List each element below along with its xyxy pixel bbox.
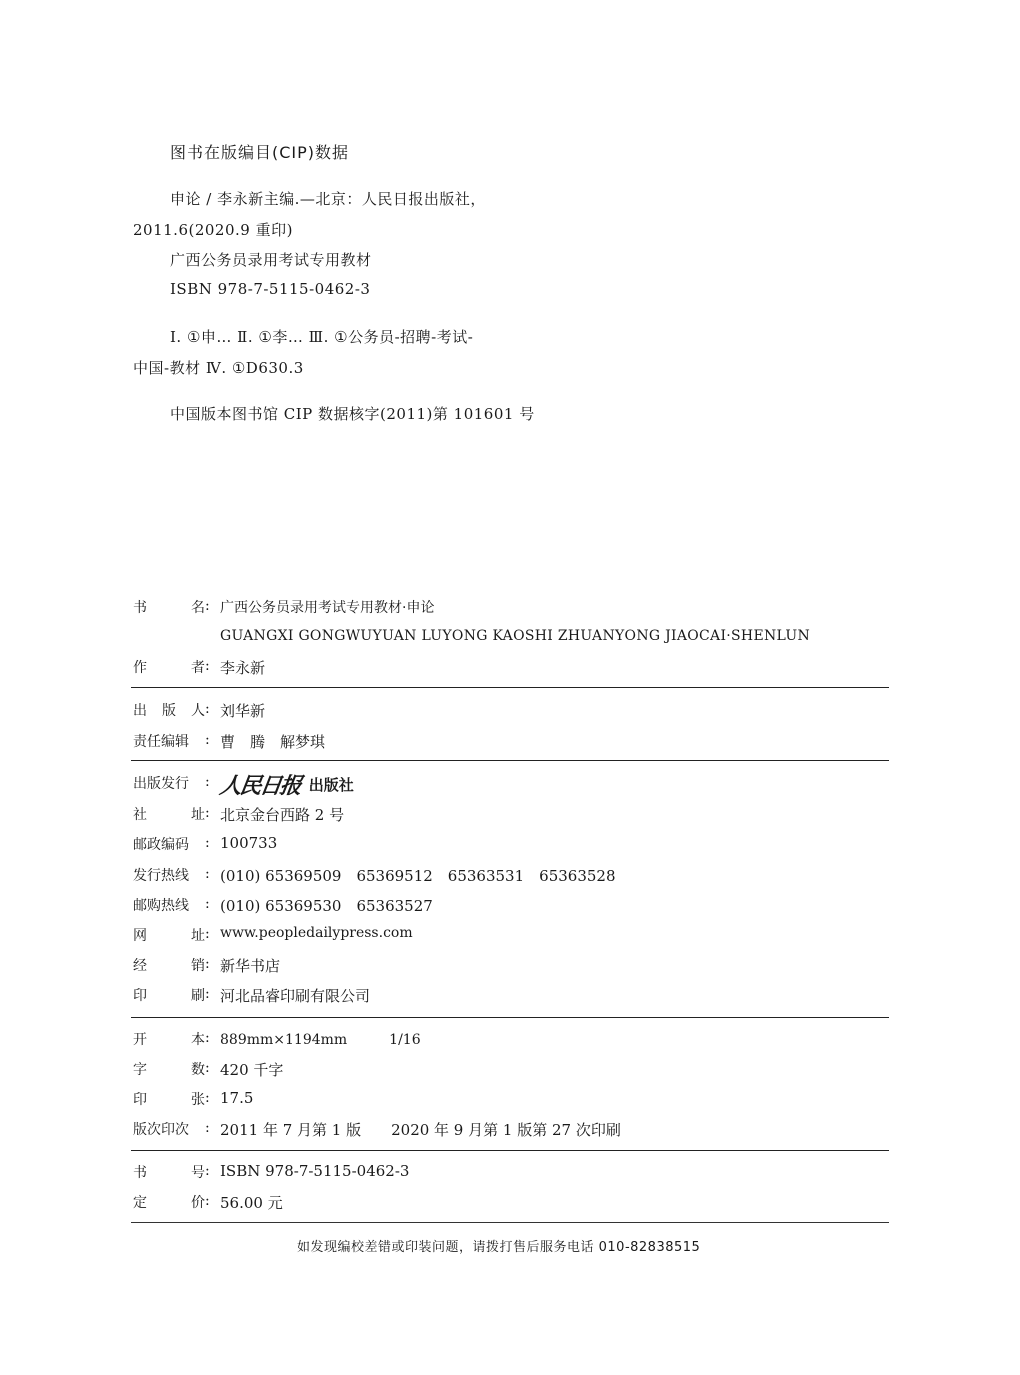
mail-order-label: 邮购热线 [133, 898, 189, 914]
address: 北京金台西路 2 号 [220, 806, 345, 824]
website-row: 网 址 : www.peopledailypress.com [133, 925, 413, 944]
price: 56.00 元 [220, 1194, 283, 1212]
publisher-label: 出版发行 [133, 776, 189, 792]
publisher-person-label: 出 版 人 [133, 703, 205, 719]
printer-label: 印 刷 [133, 988, 205, 1004]
isbn-row: 书 号 : ISBN 978-7-5115-0462-3 [133, 1162, 410, 1181]
divider-2 [131, 760, 889, 761]
book-title-label: 书 名 [133, 600, 205, 616]
price-label: 定 价 [133, 1195, 205, 1211]
author: 李永新 [220, 659, 266, 677]
format: 889mm×1194mm 1/16 [220, 1032, 421, 1048]
sheets: 17.5 [220, 1089, 254, 1107]
cip-line-1: 申论 / 李永新主编.—北京：人民日报出版社， [170, 190, 486, 208]
price-row: 定 价 : 56.00 元 [133, 1193, 283, 1212]
sales-hotline: (010) 65369509 65369512 65363531 65363528 [220, 867, 616, 885]
format-row: 开 本 : 889mm×1194mm 1/16 [133, 1030, 421, 1048]
format-label: 开 本 [133, 1032, 205, 1048]
author-row: 作 者 : 李永新 [133, 658, 266, 677]
distributor-row: 经 销 : 新华书店 [133, 956, 281, 975]
address-label: 社 址 [133, 807, 205, 823]
isbn: ISBN 978-7-5115-0462-3 [220, 1162, 410, 1180]
editor-row: 责任编辑 : 曹 腾 解梦琪 [133, 732, 326, 751]
divider-5 [131, 1222, 889, 1223]
sales-hotline-label: 发行热线 [133, 868, 189, 884]
cip-line-5: Ⅰ. ①申… Ⅱ. ①李… Ⅲ. ①公务员-招聘-考试- [170, 328, 474, 346]
author-label: 作 者 [133, 660, 205, 676]
divider-3 [131, 1017, 889, 1018]
isbn-label: 书 号 [133, 1165, 205, 1181]
distributor: 新华书店 [220, 957, 281, 975]
cip-line-6: 中国-教材 Ⅳ. ①D630.3 [133, 359, 304, 377]
address-row: 社 址 : 北京金台西路 2 号 [133, 805, 345, 824]
editor-label: 责任编辑 [133, 734, 189, 750]
publisher-logo: 人民日报 [217, 773, 302, 799]
sales-hotline-row: 发行热线 : (010) 65369509 65369512 65363531 65363528 [133, 866, 616, 885]
publisher-suffix: 出版社 [308, 776, 354, 794]
divider-1 [131, 687, 889, 688]
book-title-row: 书 名 : 广西公务员录用考试专用教材·申论 [133, 598, 435, 616]
wordcount-row: 字 数 : 420 千字 [133, 1060, 284, 1079]
edition-row: 版次印次 : 2011 年 7 月第 1 版 2020 年 9 月第 1 版第 27 次印刷 [133, 1120, 621, 1139]
publisher-name [217, 769, 354, 800]
postcode-label: 邮政编码 [133, 837, 189, 853]
printer-row: 印 刷 : 河北品睿印刷有限公司 [133, 986, 371, 1005]
mail-order: (010) 65369530 65363527 [220, 897, 433, 915]
publisher-row: 出版发行 : 人民日报 出版社 [133, 773, 893, 799]
edition-label: 版次印次 [133, 1122, 189, 1138]
distributor-label: 经 销 [133, 958, 205, 974]
mail-order-row: 邮购热线 : (010) 65369530 65363527 [133, 896, 433, 915]
wordcount: 420 千字 [220, 1061, 284, 1079]
cip-line-7: 中国版本图书馆 CIP 数据核字(2011)第 101601 号 [170, 405, 535, 423]
publisher-person-row: 出 版 人 : 刘华新 [133, 701, 266, 720]
wordcount-label: 字 数 [133, 1062, 205, 1078]
edition: 2011 年 7 月第 1 版 2020 年 9 月第 1 版第 27 次印刷 [220, 1121, 621, 1139]
cip-line-4: ISBN 978-7-5115-0462-3 [170, 280, 371, 298]
publisher-person: 刘华新 [220, 702, 266, 720]
cip-line-3: 广西公务员录用考试专用教材 [170, 251, 372, 269]
website-label: 网 址 [133, 928, 205, 944]
book-title: 广西公务员录用考试专用教材·申论 [220, 600, 435, 616]
postcode: 100733 [220, 834, 278, 852]
editors: 曹 腾 解梦琪 [220, 733, 326, 751]
divider-4 [131, 1150, 889, 1151]
printer: 河北品睿印刷有限公司 [220, 987, 371, 1005]
book-title-pinyin: GUANGXI GONGWUYUAN LUYONG KAOSHI ZHUANYONG JIAOCAI·SHENLUN [220, 628, 810, 644]
cip-title: 图书在版编目(CIP)数据 [170, 143, 350, 162]
postcode-row: 邮政编码 : 100733 [133, 834, 278, 853]
website: www.peopledailypress.com [220, 925, 413, 941]
footer-note: 如发现编校差错或印装问题，请拨打售后服务电话 010-82838515 [297, 1240, 701, 1255]
sheets-row: 印 张 : 17.5 [133, 1089, 254, 1108]
sheets-label: 印 张 [133, 1092, 205, 1108]
cip-line-2: 2011.6(2020.9 重印) [133, 221, 293, 239]
